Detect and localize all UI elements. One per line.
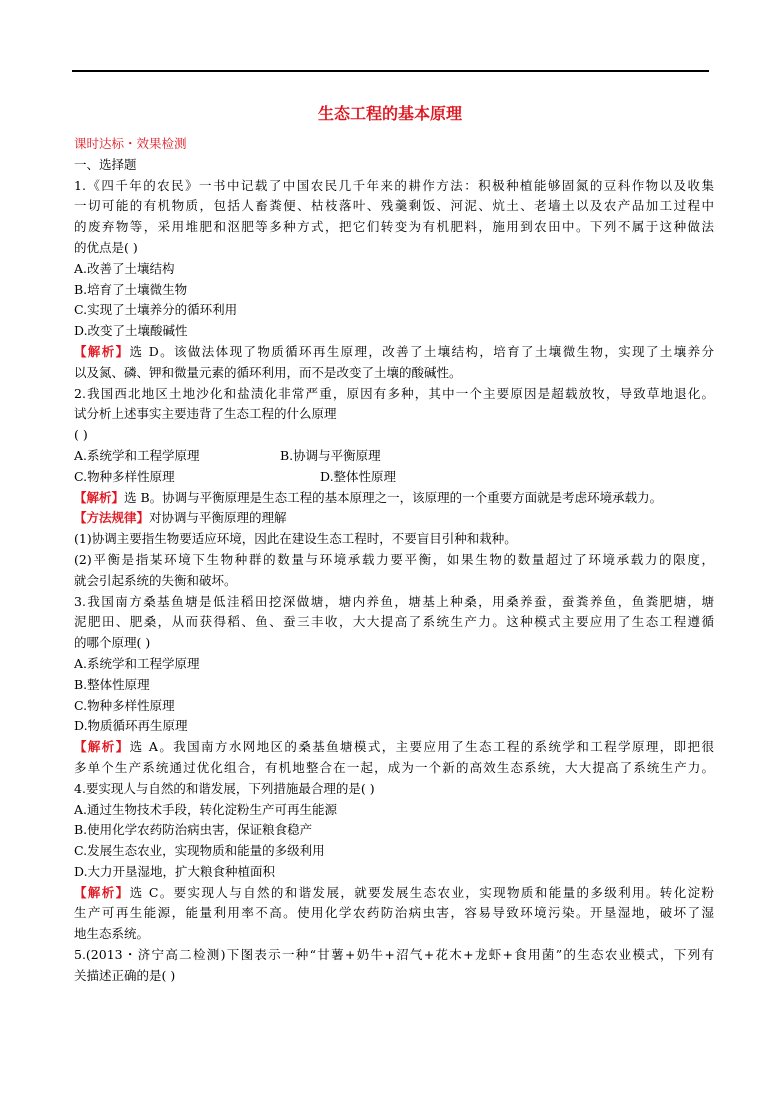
header-rule — [72, 70, 709, 72]
question-3-option-d: D.物质循环再生原理 — [74, 718, 188, 734]
method-rule — [74, 508, 714, 529]
question-1-option-b: B.培育了土壤微生物 — [74, 281, 188, 297]
question-5-line: 关描述正确的是( ) — [74, 967, 176, 983]
question-2-options-row-1 — [74, 446, 714, 467]
question-2-line: ( ) — [74, 427, 88, 443]
question-1-option-a: A.改善了土壤结构 — [74, 260, 175, 276]
question-3-option-b: B.整体性原理 — [74, 676, 150, 692]
question-2-analysis — [74, 488, 714, 509]
question-1-analysis-cont: 以及氮、磷、钾和微量元素的循环利用，而不是改变了土壤的酸碱性。 — [74, 364, 462, 380]
question-1-option-d: D.改变了土壤酸碱性 — [74, 323, 188, 339]
analysis-text: 选 B。协调与平衡原理是生态工程的基本原理之一，该原理的一个重要方面就是考虑环境承载力。 — [124, 489, 663, 505]
question-3-option-c: C.物种多样性原理 — [74, 697, 175, 713]
question-3-line: 3.我国南方桑基鱼塘是低洼稻田挖深做塘，塘内养鱼，塘基上种桑，用桑养蚕，蚕粪养鱼，鱼粪肥塘，塘 — [74, 593, 714, 609]
question-1-line: 1.《四千年的农民》一书中记载了中国农民几千年来的耕作方法：积极种植能够固氮的豆科作物以及收集 — [74, 177, 714, 193]
analysis-text: 选 D。该做法体现了物质循环再生原理，改善了土壤结构，培育了土壤微生物，实现了土壤养分 — [129, 343, 714, 359]
analysis-tag: 【解析】 — [74, 489, 125, 505]
question-1-option-c: C.实现了土壤养分的循环利用 — [74, 302, 238, 318]
analysis-tag: 【解析】 — [74, 884, 130, 900]
question-2-option-c: C.物种多样性原理 — [74, 468, 175, 484]
method-text: 对协调与平衡原理的理解 — [149, 510, 287, 526]
question-2-option-d: D.整体性原理 — [320, 468, 397, 484]
question-3-line: 的哪个原理( ) — [74, 635, 151, 651]
analysis-tag: 【解析】 — [74, 343, 130, 359]
question-1-line: 的废弃物等，采用堆肥和沤肥等多种方式，把它们转变为有机肥料，施用到农田中。下列不属于这种做法 — [74, 219, 714, 235]
page-title: 生态工程的基本原理 — [317, 104, 462, 123]
method-line: (2)平衡是指某环境下生物种群的数量与环境承载力要平衡，如果生物的数量超过了环境承载力的限度， — [74, 551, 714, 567]
question-2-line: 2.我国西北地区土地沙化和盐渍化非常严重，原因有多种，其中一个主要原因是超载放牧，导致草地退化。 — [74, 385, 714, 401]
question-3-option-a: A.系统学和工程学原理 — [74, 655, 200, 671]
question-2-option-b: B.协调与平衡原理 — [280, 447, 381, 463]
method-line: 就会引起系统的失衡和破坏。 — [74, 572, 237, 588]
section-header: 课时达标・效果检测 — [74, 136, 187, 151]
question-5-line: 5.(2013・济宁高二检测)下图表示一种“甘薯+奶牛+沼气+花木+龙虾+食用菌”的生态农业模式，下列有 — [74, 947, 714, 963]
question-4-option-c: C.发展生态农业，实现物质和能量的多级利用 — [74, 843, 325, 859]
analysis-tag: 【解析】 — [74, 739, 130, 755]
method-tag: 【方法规律】 — [74, 510, 150, 526]
document-body — [74, 134, 714, 987]
question-4-analysis-cont: 生产可再生能源，能量利用率不高。使用化学农药防治病虫害，容易导致环境污染。开垦湿地，破坏了湿 — [74, 905, 714, 921]
question-1-line: 一切可能的有机物质，包括人畜粪便、枯枝落叶、残羹剩饭、河泥、炕土、老墙土以及农产品加工过程中 — [74, 198, 714, 214]
question-1-analysis — [74, 342, 714, 363]
question-4-analysis-cont: 地生态系统。 — [74, 926, 150, 942]
question-1-line: 的优点是( ) — [74, 239, 138, 255]
method-line: (1)协调主要指生物要适应环境，因此在建设生态工程时，不要盲目引种和栽种。 — [74, 531, 517, 547]
question-4-analysis — [74, 883, 714, 904]
question-4-option-b: B.使用化学农药防治病虫害，保证粮食稳产 — [74, 822, 313, 838]
part-heading: 一、选择题 — [74, 156, 137, 172]
question-3-analysis-cont: 多单个生产系统通过优化组合，有机地整合在一起，成为一个新的高效生态系统，大大提高了系统生产力。 — [74, 759, 714, 775]
question-4-option-d: D.大力开垦湿地，扩大粮食种植面积 — [74, 863, 276, 879]
question-4-line: 4.要实现人与自然的和谐发展，下列措施最合理的是( ) — [74, 780, 375, 796]
question-4-option-a: A.通过生物技术手段，转化淀粉生产可再生能源 — [74, 801, 338, 817]
analysis-text: 选 C。要实现人与自然的和谐发展，就要发展生态农业，实现物质和能量的多级利用。转化淀粉 — [129, 884, 714, 900]
question-3-analysis — [74, 737, 714, 758]
question-2-line: 试分析上述事实主要违背了生态工程的什么原理 — [74, 406, 337, 422]
analysis-text: 选 A。我国南方水网地区的桑基鱼塘模式，主要应用了生态工程的系统学和工程学原理，即把很 — [129, 739, 714, 755]
question-2-options-row-2 — [74, 467, 714, 488]
question-2-option-a: A.系统学和工程学原理 — [74, 447, 200, 463]
question-3-line: 泥肥田、肥桑，从而获得稻、鱼、蚕三丰收，大大提高了系统生产力。这种模式主要应用了生态工程遵循 — [74, 614, 714, 630]
